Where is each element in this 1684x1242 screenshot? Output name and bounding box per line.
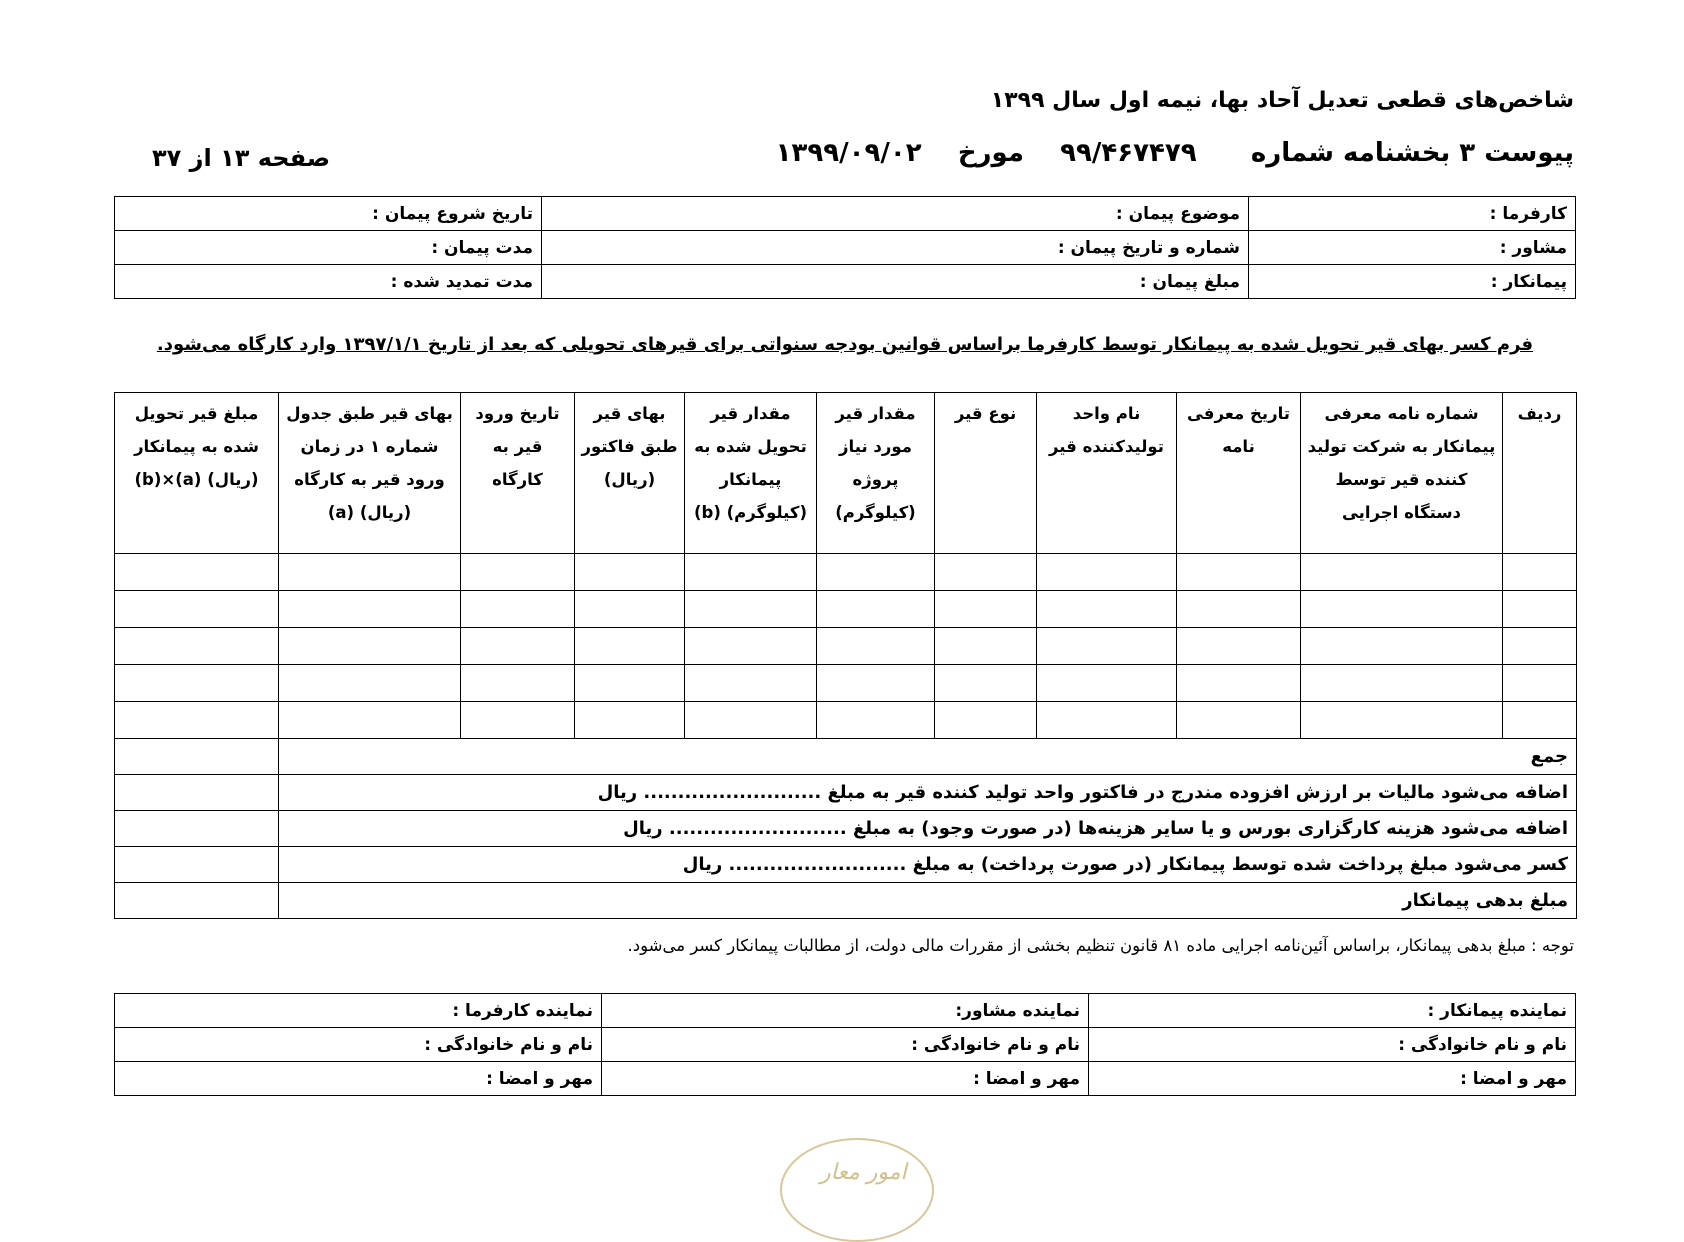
info-cell: مشاور : [1249, 231, 1576, 265]
info-cell: موضوع پیمان : [542, 197, 1249, 231]
header-letter-number: شماره نامه معرفی پیمانکار به شرکت تولید کننده قیر توسط دستگاه اجرایی [1301, 393, 1503, 554]
circular-reference [776, 138, 1574, 168]
summary-value [115, 883, 279, 919]
signature-cell: نماینده پیمانکار : [1089, 994, 1576, 1028]
header-delivered-quantity: مقدار قیر تحویل شده به پیمانکار (کیلوگرم) (b) [685, 393, 817, 554]
signature-table [114, 993, 1576, 1096]
summary-value [115, 847, 279, 883]
circular-number: ۹۹/۴۶۷۴۷۹ [1060, 138, 1197, 168]
seal-text: امور معار [820, 1160, 907, 1185]
header-bitumen-type: نوع قیر [935, 393, 1037, 554]
summary-row-brokerage [115, 811, 1577, 847]
info-cell: پیمانکار : [1249, 265, 1576, 299]
info-cell: تاریخ شروع پیمان : [115, 197, 542, 231]
header-delivered-amount: مبلغ قیر تحویل شده به پیمانکار (ریال) (a)×(b) [115, 393, 279, 554]
info-cell: شماره و تاریخ پیمان : [542, 231, 1249, 265]
signature-row [115, 994, 1576, 1028]
signature-cell: مهر و امضا : [115, 1062, 602, 1096]
summary-label: کسر می‌شود مبلغ پرداخت شده توسط پیمانکار (در صورت پرداخت) به مبلغ .......................... ریال [279, 847, 1577, 883]
table-row [115, 591, 1577, 628]
signature-cell: نام و نام خانوادگی : [602, 1028, 1089, 1062]
table-row [115, 665, 1577, 702]
signature-cell: مهر و امضا : [1089, 1062, 1576, 1096]
info-cell: کارفرما : [1249, 197, 1576, 231]
signature-cell: مهر و امضا : [602, 1062, 1089, 1096]
header-table-price: بهای قیر طبق جدول شماره ۱ در زمان ورود قیر به کارگاه (ریال) (a) [279, 393, 461, 554]
form-title-text: فرم کسر بهای قیر تحویل شده به پیمانکار توسط کارفرما براساس قوانین بودجه سنواتی برای قیرهای تحویلی که بعد از تاریخ ۱۳۹۷/۱/۱ وارد کارگاه می‌شود. [156, 334, 1534, 355]
summary-label: اضافه می‌شود هزینه کارگزاری بورس و یا سایر هزینه‌ها (در صورت وجود) به مبلغ .......................... ریال [279, 811, 1577, 847]
info-cell: مبلغ پیمان : [542, 265, 1249, 299]
summary-row-debt [115, 883, 1577, 919]
summary-label: مبلغ بدهی پیمانکار [279, 883, 1577, 919]
summary-row-paid [115, 847, 1577, 883]
dated-label: مورخ [957, 138, 1024, 168]
table-row [115, 554, 1577, 591]
summary-value [115, 739, 279, 775]
header-invoice-price: بهای قیر طبق فاکتور (ریال) [575, 393, 685, 554]
summary-row-vat [115, 775, 1577, 811]
attachment-label: پیوست ۳ بخشنامه شماره [1250, 138, 1574, 168]
contract-info-table [114, 196, 1576, 299]
signature-row [115, 1062, 1576, 1096]
summary-value [115, 775, 279, 811]
circular-date: ۱۳۹۹/۰۹/۰۲ [775, 138, 922, 168]
summary-label: اضافه می‌شود مالیات بر ارزش افزوده مندرج در فاکتور واحد تولید کننده قیر به مبلغ .......................... ریال [279, 775, 1577, 811]
info-row [115, 197, 1576, 231]
header-entry-date: تاریخ ورود قیر به کارگاه [461, 393, 575, 554]
header-row-number: ردیف [1503, 393, 1577, 554]
footnote: توجه : مبلغ بدهی پیمانکار، براساس آئین‌نامه اجرایی ماده ۸۱ قانون تنظیم بخشی از مقررات مالی دولت، از مطالبات پیمانکار کسر می‌شود. [627, 936, 1574, 955]
table-row [115, 628, 1577, 665]
summary-row-total [115, 739, 1577, 775]
signature-cell: نماینده مشاور: [602, 994, 1089, 1028]
info-cell: مدت پیمان : [115, 231, 542, 265]
info-row [115, 231, 1576, 265]
summary-label: جمع [279, 739, 1577, 775]
summary-value [115, 811, 279, 847]
signature-cell: نام و نام خانوادگی : [1089, 1028, 1576, 1062]
form-title [114, 334, 1576, 355]
header-required-quantity: مقدار قیر مورد نیاز پروژه (کیلوگرم) [817, 393, 935, 554]
page-number: صفحه ۱۳ از ۳۷ [152, 144, 331, 172]
document-title: شاخص‌های قطعی تعدیل آحاد بها، نیمه اول سال ۱۳۹۹ [990, 88, 1574, 113]
table-row [115, 702, 1577, 739]
bitumen-table [114, 392, 1577, 919]
header-letter-date: تاریخ معرفی نامه [1177, 393, 1301, 554]
signature-cell: نام و نام خانوادگی : [115, 1028, 602, 1062]
header-producer: نام واحد تولیدکننده قیر [1037, 393, 1177, 554]
info-row [115, 265, 1576, 299]
table-header-row [115, 393, 1577, 554]
signature-row [115, 1028, 1576, 1062]
info-cell: مدت تمدید شده : [115, 265, 542, 299]
signature-cell: نماینده کارفرما : [115, 994, 602, 1028]
seal-icon [780, 1138, 934, 1242]
